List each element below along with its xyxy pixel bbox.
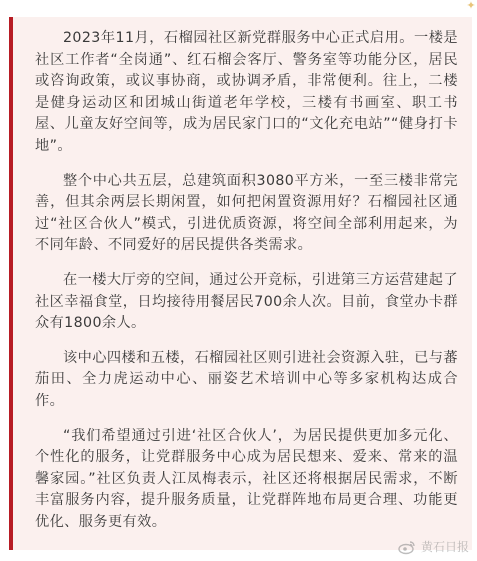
- article-paragraph-5: “我们希望通过引进‘社区合伙人’，为居民提供更加多元化、个性化的服务，让党群服务中心成为居民想来、爱来、常来的温馨家园。”社区负责人江凤梅表示，社区还将根据居民需求，不断丰富服务内容，提升服务质量，让党群阵地布局更合理、功能更优化、服务更有效。: [35, 427, 458, 530]
- article-card: [9, 17, 472, 550]
- watermark: [397, 539, 469, 555]
- article-paragraph-3: 在一楼大厅旁的空间，通过公开竞标，引进第三方运营建起了社区幸福食堂，日均接待用餐居民700余人次。目前，食堂办卡群众有1800余人。: [35, 271, 458, 332]
- corner-star-icon: ✦: [466, 0, 476, 12]
- watermark-text: 黄石日报: [420, 540, 469, 554]
- article-paragraph-4: 该中心四楼和五楼，石榴园社区则引进社会资源入驻，已与蕃茄田、全力虎运动中心、丽姿艺术培训中心等多家机构达成合作。: [35, 349, 458, 409]
- article-paragraph-2: 整个中心共五层，总建筑面积3080平方米，一至三楼非常完善，但其余两层长期闲置，如何把闲置资源用好？石榴园社区通过“社区合伙人”模式，引进优质资源，将空间全部利用起来，为不同年龄、不同爱好的居民提供各类需求。: [35, 172, 458, 254]
- article-paragraph-1: 2023年11月，石榴园社区新党群服务中心正式启用。一楼是社区工作者“全岗通”、红石榴会客厅、警务室等功能分区，居民或咨询政策，或议事协商，或协调矛盾，非常便利。往上，二楼是健身运动区和团城山街道老年学校，三楼有书画室、职工书屋、儿童友好空间等，成为居民家门口的“文化充电站”“健身打卡地”。: [35, 30, 458, 154]
- weibo-icon: [397, 539, 417, 555]
